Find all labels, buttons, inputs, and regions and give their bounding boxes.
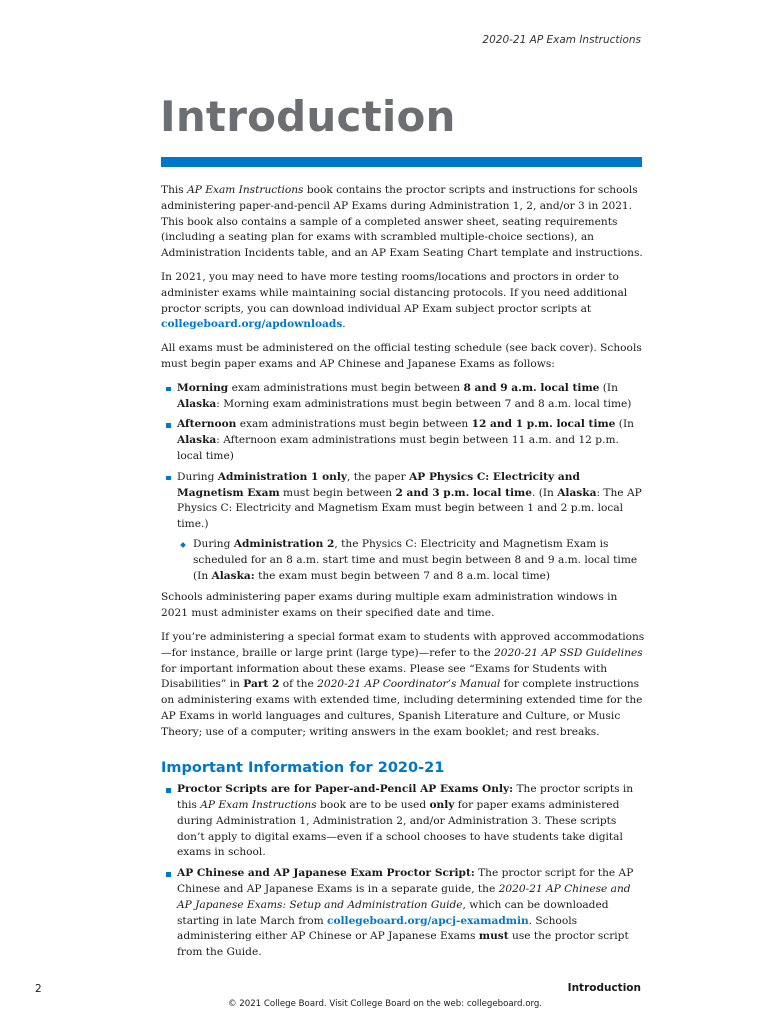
intro-paragraph-1: This AP Exam Instructions book contains the proctor scripts and instructions for schools administering paper-and-pencil AP Exams during Administration 1, 2, and/or 3 in 2021. This book also contains a sample of a completed answer sheet, seating requirements (including a seating plan for exams with scrambled multiple-choice sections), an Administration Incidents table, and an AP Exam Seating Chart template and instructions.	[161, 184, 643, 260]
paragraph-special-format: If you’re administering a special format exam to students with approved accommodations—for instance, braille or large print (large type)—refer to the 2020-21 AP SSD Guidelines for important information about these exams. Please see “Exams for Students with Disabilities” in Part 2 of the 2020-21 AP Coordinator’s Manual for complete instructions on administering exams with extended time, including determining extended time for the AP Exams in world languages and cultures, Spanish Literature and Culture, or Music Theory; use of a computer; writing answers in the exam booklet; and rest breaks.	[161, 630, 645, 738]
schedule-physics: During Administration 1 only, the paper AP Physics C: Electricity and Magnetism Exam must begin between 2 and 3 p.m. local time. (In Alaska: The AP Physics C: Electricity and Magnetism Exam must begin between 1 and 2 p.m. local time.) During Administration 2, the Physics C: Electricity and Magnetism Exam is scheduled for an 8 a.m. start time and must begin between 8 and 9 a.m. local time (In Alaska: the exam must begin between 7 and 8 a.m. local time)	[161, 470, 645, 585]
schedule-physics-admin2: During Administration 2, the Physics C: Electricity and Magnetism Exam is scheduled for an 8 a.m. start time and must begin between 8 and 9 a.m. local time (In Alaska: the exam must begin between 7 and 8 a.m. local time)	[177, 537, 645, 584]
title-rule	[161, 157, 642, 167]
schedule-list	[161, 381, 645, 585]
section-heading-important: Important Information for 2020-21	[161, 759, 445, 776]
page-title: Introduction	[160, 92, 456, 141]
footer-section-name: Introduction	[567, 982, 641, 994]
schedule-afternoon: Afternoon exam administrations must begin between 12 and 1 p.m. local time (In Alaska: Afternoon exam administrations must begin between 11 a.m. and 12 p.m. local time)	[161, 417, 645, 464]
page-number: 2	[35, 983, 42, 995]
important-item-proctor-scripts: Proctor Scripts are for Paper-and-Pencil AP Exams Only: The proctor scripts in this AP Exam Instructions book are to be used only for paper exams administered during Administration 1, Administration 2, and/or Administration 3. These scripts don’t apply to digital exams—even if a school chooses to have students take digital exams in school.	[161, 782, 645, 861]
apcj-examadmin-link[interactable]: collegeboard.org/apcj-examadmin	[327, 914, 529, 927]
main-content	[161, 183, 645, 967]
paragraph-multiple-windows: Schools administering paper exams during multiple exam administration windows in 2021 must administer exams on their specified date and time.	[161, 591, 618, 620]
important-list	[161, 782, 645, 961]
running-head: 2020-21 AP Exam Instructions	[482, 34, 641, 46]
intro-paragraph-3: All exams must be administered on the official testing schedule (see back cover). Schools must begin paper exams and AP Chinese and Japanese Exams as follows:	[161, 342, 642, 370]
intro-paragraph-2: In 2021, you may need to have more testing rooms/locations and proctors in order to administer exams while maintaining social distancing protocols. If you need additional proctor scripts, you can download individual AP Exam subject proctor scripts at collegeboard.org/apdownloads.	[161, 270, 628, 331]
schedule-morning: Morning exam administrations must begin between 8 and 9 a.m. local time (In Alaska: Morning exam administrations must begin between 7 and 8 a.m. local time)	[161, 381, 645, 413]
important-item-chinese-japanese: AP Chinese and AP Japanese Exam Proctor Script: The proctor script for the AP Chinese and AP Japanese Exams is in a separate guide, the 2020-21 AP Chinese and AP Japanese Exams: Setup and Administration Guide, which can be downloaded starting in late March from collegeboard.org/apcj-examadmin. Schools administering either AP Chinese or AP Japanese Exams must use the proctor script from the Guide.	[161, 866, 645, 961]
copyright-notice: © 2021 College Board. Visit College Board on the web: collegeboard.org.	[227, 999, 543, 1009]
schedule-physics-sublist	[177, 537, 645, 584]
apdownloads-link[interactable]: collegeboard.org/apdownloads	[161, 318, 343, 331]
